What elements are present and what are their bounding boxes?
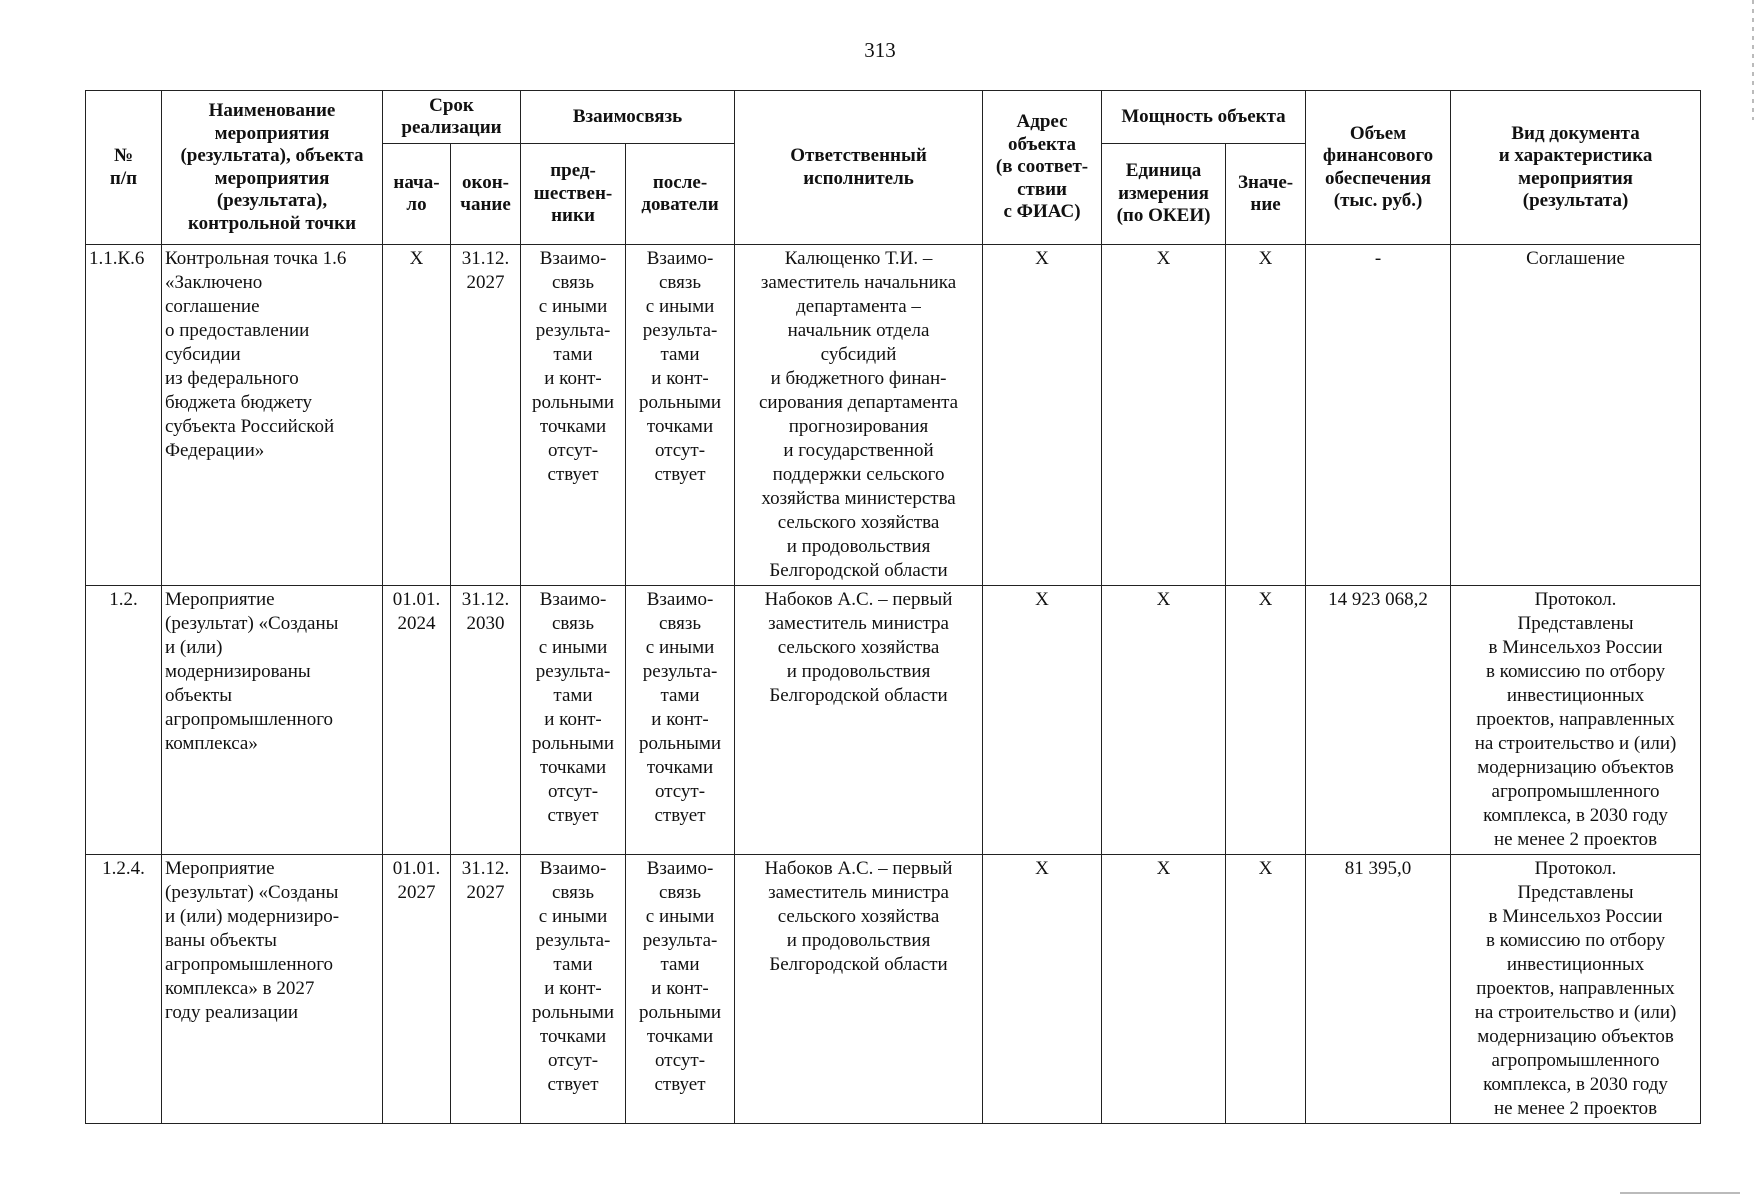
- cell-predecessors: Взаимо- связь с иными результа- тами и конт- рольными точками отсут- ствует: [521, 245, 626, 586]
- table-row: [86, 245, 1701, 586]
- cell-predecessors: Взаимо- связь с иными результа- тами и конт- рольными точками отсут- ствует: [521, 586, 626, 855]
- header-num: № п/п: [86, 91, 162, 245]
- cell-end: 31.12. 2027: [451, 245, 521, 586]
- cell-num: 1.1.К.6: [86, 245, 162, 586]
- cell-unit: X: [1102, 245, 1226, 586]
- cell-address: X: [983, 586, 1102, 855]
- cell-finance: 81 395,0: [1306, 855, 1451, 1124]
- cell-successors: Взаимо- связь с иными результа- тами и конт- рольными точками отсут- ствует: [626, 245, 735, 586]
- cell-num: 1.2.: [86, 586, 162, 855]
- header-address: Адрес объекта (в соответ- ствии с ФИАС): [983, 91, 1102, 245]
- cell-finance: -: [1306, 245, 1451, 586]
- cell-finance: 14 923 068,2: [1306, 586, 1451, 855]
- header-name: Наименование мероприятия (результата), объекта мероприятия (результата), контрольной точки: [162, 91, 383, 245]
- measures-table: [85, 90, 1701, 1124]
- cell-responsible: Калющенко Т.И. – заместитель начальника департамента – начальник отдела субсидий и бюджетного финан- сирования департамента прогнозирования и государственной поддержки сельского хозяйства министерства сельского хозяйства и продовольствия Белгородской области: [735, 245, 983, 586]
- header-term-end: окон- чание: [451, 144, 521, 245]
- table-row: [86, 855, 1701, 1124]
- header-link-successors: после- дователи: [626, 144, 735, 245]
- header-row-top: [86, 91, 1701, 144]
- cell-successors: Взаимо- связь с иными результа- тами и конт- рольными точками отсут- ствует: [626, 586, 735, 855]
- cell-unit: X: [1102, 855, 1226, 1124]
- cell-name: Мероприятие (результат) «Созданы и (или) модернизиро- ваны объекты агропромышленного комплекса» в 2027 году реализации: [162, 855, 383, 1124]
- header-link-predecessors: пред- шествен- ники: [521, 144, 626, 245]
- cell-predecessors: Взаимо- связь с иными результа- тами и конт- рольными точками отсут- ствует: [521, 855, 626, 1124]
- header-capacity: Мощность объекта: [1102, 91, 1306, 144]
- header-doc-type: Вид документа и характеристика мероприятия (результата): [1451, 91, 1701, 245]
- cell-num: 1.2.4.: [86, 855, 162, 1124]
- cell-successors: Взаимо- связь с иными результа- тами и конт- рольными точками отсут- ствует: [626, 855, 735, 1124]
- cell-value: X: [1226, 855, 1306, 1124]
- scan-edge-mark: [1752, 0, 1754, 120]
- page-number: 313: [864, 38, 896, 62]
- cell-doc: Протокол. Представлены в Минсельхоз России в комиссию по отбору инвестиционных проектов, направленных на строительство и (или) модернизацию объектов агропромышленного комплекса, в 2030 году не менее 2 проектов: [1451, 586, 1701, 855]
- cell-name: Контрольная точка 1.6 «Заключено соглашение о предоставлении субсидии из федерального бюджета бюджету субъекта Российской Федерации»: [162, 245, 383, 586]
- header-finance: Объем финансового обеспечения (тыс. руб.): [1306, 91, 1451, 245]
- cell-address: X: [983, 245, 1102, 586]
- table-row: [86, 586, 1701, 855]
- cell-end: 31.12. 2030: [451, 586, 521, 855]
- cell-start: X: [383, 245, 451, 586]
- header-link: Взаимосвязь: [521, 91, 735, 144]
- cell-unit: X: [1102, 586, 1226, 855]
- cell-name: Мероприятие (результат) «Созданы и (или) модернизированы объекты агропромышленного комплекса»: [162, 586, 383, 855]
- cell-value: X: [1226, 245, 1306, 586]
- cell-end: 31.12. 2027: [451, 855, 521, 1124]
- cell-responsible: Набоков А.С. – первый заместитель министра сельского хозяйства и продовольствия Белгородской области: [735, 586, 983, 855]
- cell-address: X: [983, 855, 1102, 1124]
- cell-start: 01.01. 2027: [383, 855, 451, 1124]
- cell-value: X: [1226, 586, 1306, 855]
- header-term: Срок реализации: [383, 91, 521, 144]
- header-responsible: Ответственный исполнитель: [735, 91, 983, 245]
- header-capacity-unit: Единица измерения (по ОКЕИ): [1102, 144, 1226, 245]
- header-term-start: нача- ло: [383, 144, 451, 245]
- cell-responsible: Набоков А.С. – первый заместитель министра сельского хозяйства и продовольствия Белгородской области: [735, 855, 983, 1124]
- scan-corner-mark: [1620, 1192, 1740, 1194]
- cell-start: 01.01. 2024: [383, 586, 451, 855]
- cell-doc: Протокол. Представлены в Минсельхоз России в комиссию по отбору инвестиционных проектов, направленных на строительство и (или) модернизацию объектов агропромышленного комплекса, в 2030 году не менее 2 проектов: [1451, 855, 1701, 1124]
- header-capacity-value: Значе- ние: [1226, 144, 1306, 245]
- cell-doc: Соглашение: [1451, 245, 1701, 586]
